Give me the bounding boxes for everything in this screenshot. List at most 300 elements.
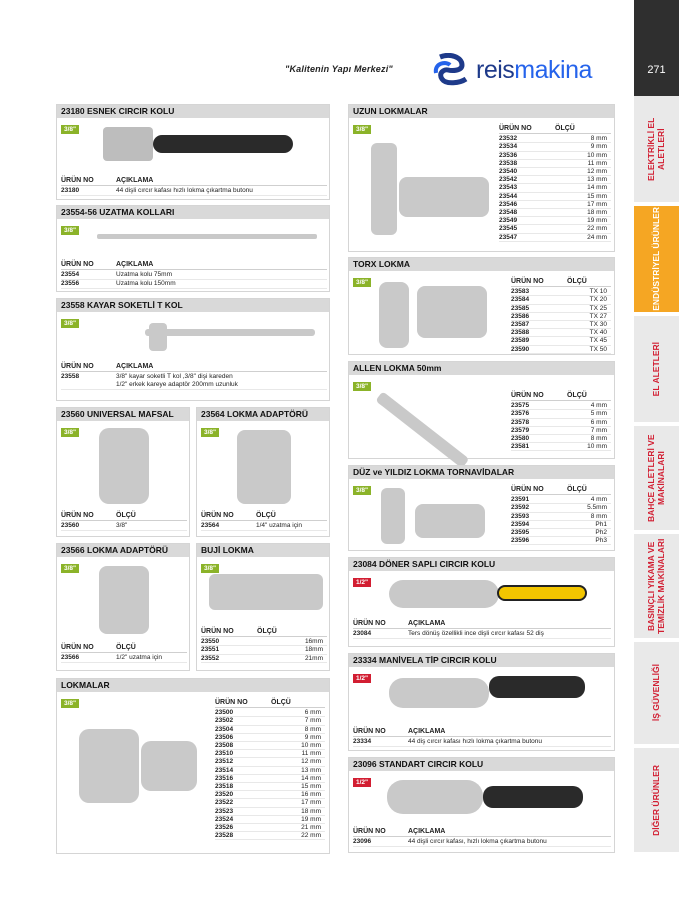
table-row [215,799,325,807]
section-title: 23560 UNIVERSAL MAFSAL [57,408,189,421]
table-row [511,410,611,418]
section-23180 [56,104,330,200]
product-number: 23522 [215,799,234,807]
side-tab-label: İŞ GÜVENLİĞİ [651,664,662,722]
table-row [511,496,611,504]
col-value-header: AÇIKLAMA [408,828,446,835]
product-number: 23544 [499,192,518,200]
product-value: 18 mm [587,209,607,217]
product-value: 8 mm [590,435,607,443]
table-row [511,504,611,512]
side-tab-4[interactable] [634,534,679,640]
size-badge: 3/8" [61,428,79,437]
product-value: 18mm [304,646,323,654]
product-value: 21 mm [301,824,321,832]
page-number: 271 [634,0,679,96]
section-23084 [348,557,615,647]
product-value: 6 mm [590,418,607,426]
table-header [353,728,611,737]
product-number: 23576 [511,410,530,418]
section-title: 23334 MANİVELA TİP CIRCIR KOLU [349,654,614,667]
product-value: 7 mm [304,717,321,725]
product-number: 23502 [215,717,234,725]
product-value: 16 mm [301,791,321,799]
product-value: 22 mm [301,832,321,840]
product-number: 23508 [215,742,234,750]
product-value: 9 mm [590,143,607,151]
product-number: 23588 [511,329,530,337]
product-number: 23587 [511,321,530,329]
product-number: 23595 [511,529,530,537]
universal-joint-image [99,428,149,504]
side-tab-1[interactable] [634,206,679,314]
side-tab-0[interactable] [634,96,679,204]
product-number: 23585 [511,304,530,312]
product-number: 23096 [353,838,372,845]
side-tab-label: EL ALETLERİ [651,341,662,397]
product-number: 23084 [353,630,372,637]
product-value: 14 mm [301,774,321,782]
table-row [215,775,325,783]
product-number: 23564 [201,522,220,529]
product-value: 17 mm [587,200,607,208]
product-number: 23578 [511,418,530,426]
side-tab-label: BAHÇE ALETLERİ VE MAKİNALARI [646,434,667,522]
section-23554 [56,205,330,292]
product-value: 17 mm [301,799,321,807]
product-value: 14 mm [587,184,607,192]
product-table [353,620,611,639]
product-number: 23334 [353,738,372,745]
table-header [499,125,611,134]
table-row [61,280,327,289]
product-number: 23590 [511,345,530,353]
table-header [61,363,327,372]
ratchet-handle-image [153,135,293,153]
product-value: Uzatma kolu 150mm [116,280,176,287]
col-no-header: ÜRÜN NO [215,699,248,706]
table-header [61,177,327,186]
table-header [511,278,611,287]
product-number: 23580 [511,435,530,443]
section-title: 23558 KAYAR SOKETLİ T KOL [57,299,329,312]
product-value: 15 mm [301,783,321,791]
product-value: 5.5mm [587,504,607,512]
product-number: 23583 [511,288,530,296]
product-value: TX 50 [589,345,607,353]
col-no-header: ÜRÜN NO [353,620,386,627]
brand-name: reismakina [476,55,592,84]
table-row [499,168,611,176]
col-value-header: ÖLÇÜ [567,392,587,399]
product-value: 10 mm [587,151,607,159]
header-slogan: "Kalitenin Yapı Merkezi" [285,64,393,74]
table-header [353,620,611,629]
product-table [353,728,611,747]
product-number: 23512 [215,758,234,766]
product-value: 11 mm [587,159,607,167]
section-23564 [196,407,330,537]
section-title: TORX LOKMA [349,258,614,271]
size-badge: 3/8" [353,486,371,495]
table-row [499,225,611,233]
col-value-header: ÖLÇÜ [116,512,136,519]
table-row [499,143,611,151]
product-number: 23514 [215,766,234,774]
product-number: 23552 [201,654,220,662]
product-value: 24 mm [587,233,607,241]
size-badge: 3/8" [61,226,79,235]
product-value: 13 mm [587,176,607,184]
table-row [511,419,611,427]
size-badge: 3/8" [353,125,371,134]
table-row [215,808,325,816]
table-row [511,521,611,529]
table-row [201,646,327,654]
section-title: 23566 LOKMA ADAPTÖRÜ [57,544,189,557]
table-row [215,734,325,742]
size-table [499,125,611,242]
table-row [215,750,325,758]
table-row [61,271,327,280]
col-no-header: ÜRÜN NO [499,125,532,132]
section-title: 23096 STANDART CIRCIR KOLU [349,758,614,771]
section-title: ALLEN LOKMA 50mm [349,362,614,375]
col-value-header: AÇIKLAMA [408,620,446,627]
product-number: 23545 [499,225,518,233]
section-title: LOKMALAR [57,679,329,692]
side-tab-label: BASINÇLI YIKAMA VE TEMİZLİK MAKİNALARI [646,538,667,634]
section-torx [348,257,615,355]
size-badge: 3/8" [353,278,371,287]
product-value: 19 mm [301,815,321,823]
product-value: Ph2 [595,529,607,537]
size-badge: 3/8" [201,428,219,437]
size-table [201,628,327,663]
section-buji [196,543,330,671]
ratchet-handle-image [489,676,585,698]
section-title: UZUN LOKMALAR [349,105,614,118]
product-number: 23549 [499,217,518,225]
product-number: 23538 [499,159,518,167]
table-row [215,791,325,799]
product-table [61,177,327,196]
product-value: 8 mm [590,512,607,520]
product-number: 23506 [215,733,234,741]
size-badge: 3/8" [61,699,79,708]
col-value-header: ÖLÇÜ [567,278,587,285]
logo-mark-icon [432,53,470,87]
size-badge: 3/8" [61,564,79,573]
table-row [511,402,611,410]
product-number: 23532 [499,135,518,143]
col-no-header: ÜRÜN NO [353,828,386,835]
table-row [215,726,325,734]
product-number: 23526 [215,824,234,832]
allen-socket-image [375,391,469,468]
table-row [511,321,611,329]
product-table [201,512,327,531]
size-badge: 1/2" [353,674,371,683]
section-23096 [348,757,615,853]
col-value-header: ÖLÇÜ [271,699,291,706]
col-no-header: ÜRÜN NO [61,644,94,651]
section-duz [348,465,615,551]
product-number: 23594 [511,520,530,528]
deep-socket-image [399,177,489,217]
table-row [499,217,611,225]
size-badge: 1/2" [353,778,371,787]
product-number: 23518 [215,783,234,791]
col-value-header: AÇIKLAMA [116,261,154,268]
table-row [511,427,611,435]
col-value-header: ÖLÇÜ [116,644,136,651]
socket-adapter-image [237,430,291,504]
torx-socket-image [379,282,409,348]
table-row [215,816,325,824]
table-row [201,655,327,663]
table-row [499,176,611,184]
product-value: 7 mm [590,426,607,434]
product-number: 23542 [499,176,518,184]
side-tab-3[interactable] [634,426,679,532]
product-value: Ters dönüş özellikli ince dişli cırcır kafası 52 diş [408,630,544,637]
ratchet-head-image [389,678,489,708]
product-value: 4 mm [590,496,607,504]
col-value-header: AÇIKLAMA [116,177,154,184]
size-table [511,392,611,451]
side-tab-label: ELEKTRİKLİ EL ALETLERİ [646,117,667,181]
ratchet-handle-image [497,585,587,601]
col-no-header: ÜRÜN NO [201,628,234,635]
col-no-header: ÜRÜN NO [61,261,94,268]
table-row [511,435,611,443]
size-badge: 3/8" [201,564,219,573]
ratchet-head-image [389,580,499,608]
product-number: 23593 [511,512,530,520]
product-value: 3/8" [116,522,128,529]
product-value: Ph3 [595,537,607,545]
product-number: 23536 [499,151,518,159]
side-tab-5[interactable] [634,642,679,746]
col-value-header: ÖLÇÜ [567,486,587,493]
product-number: 23584 [511,296,530,304]
table-row [61,654,187,663]
product-value: 44 diş cırcır kafası hızlı lokma çıkartma butonu [408,738,543,745]
table-row [511,305,611,313]
socket-large-image [79,729,139,803]
table-row [499,160,611,168]
product-number: 23523 [215,807,234,815]
size-badge: 3/8" [353,382,371,391]
product-number: 23551 [201,646,220,654]
product-value: 8 mm [590,135,607,143]
product-number: 23540 [499,168,518,176]
product-value: Uzatma kolu 75mm [116,271,172,278]
col-no-header: ÜRÜN NO [511,392,544,399]
section-title: 23180 ESNEK CIRCIR KOLU [57,105,329,118]
table-row [215,758,325,766]
product-value: 3/8" kayar soketli T kol ,3/8" dişi kareden 1/2" erkek kareye adaptör 200mm uzunluk [116,373,238,388]
socket-adapter-image [99,566,149,634]
product-number: 23566 [61,654,80,661]
product-value: Ph1 [595,520,607,528]
product-number: 23534 [499,143,518,151]
col-no-header: ÜRÜN NO [511,278,544,285]
product-number: 23543 [499,184,518,192]
product-number: 23180 [61,187,80,194]
table-row [511,443,611,451]
table-row [511,529,611,537]
col-value-header: ÖLÇÜ [555,125,575,132]
product-number: 23524 [215,815,234,823]
product-value: 9 mm [304,733,321,741]
ratchet-head-image [103,127,153,161]
deep-socket-image [371,143,397,235]
table-row [215,717,325,725]
section-title: 23084 DÖNER SAPLI CIRCIR KOLU [349,558,614,571]
col-no-header: ÜRÜN NO [61,363,94,370]
side-tab-2[interactable] [634,316,679,424]
product-value: 12 mm [587,168,607,176]
product-number: 23500 [215,709,234,717]
table-header [61,644,187,653]
product-number: 23579 [511,426,530,434]
product-value: TX 45 [589,337,607,345]
product-value: 8 mm [304,725,321,733]
product-number: 23554 [61,271,80,278]
col-value-header: ÖLÇÜ [256,512,276,519]
section-23334 [348,653,615,751]
product-number: 23547 [499,233,518,241]
section-title: BUJİ LOKMA [197,544,329,557]
product-value: 16mm [304,638,323,646]
table-row [215,783,325,791]
product-value: 21mm [304,654,323,662]
table-row [499,184,611,192]
section-title: 23564 LOKMA ADAPTÖRÜ [197,408,329,421]
product-number: 23546 [499,200,518,208]
table-row [353,838,611,847]
product-number: 23575 [511,402,530,410]
product-number: 23556 [61,280,80,287]
side-tab-label: DİĞER ÜRÜNLER [651,764,662,836]
table-row [201,522,327,531]
product-number: 23516 [215,774,234,782]
product-value: TX 40 [589,329,607,337]
col-no-header: ÜRÜN NO [353,728,386,735]
table-row [511,513,611,521]
size-badge: 3/8" [61,125,79,134]
product-number: 23586 [511,312,530,320]
product-value: 1/4" uzatma için [256,522,303,529]
product-table [353,828,611,847]
table-row [61,187,327,196]
socket-small-image [141,741,197,791]
screwdriver-socket-image [381,488,405,544]
table-row [511,313,611,321]
product-number: 23596 [511,537,530,545]
table-row [511,537,611,545]
product-value: TX 30 [589,321,607,329]
product-number: 23589 [511,337,530,345]
table-header [511,392,611,401]
brand-logo[interactable] [432,52,632,88]
product-value: 4 mm [590,402,607,410]
product-number: 23558 [61,373,80,380]
product-number: 23591 [511,496,530,504]
torx-socket-image [417,286,487,338]
section-uzun [348,104,615,252]
table-header [353,828,611,837]
table-row [215,767,325,775]
table-row [215,709,325,717]
product-table [61,644,187,663]
product-value: 6 mm [304,709,321,717]
section-23566 [56,543,190,671]
product-number: 23592 [511,504,530,512]
table-header [201,628,327,637]
table-row [499,193,611,201]
section-title: 23554-56 UZATMA KOLLARI [57,206,329,219]
table-row [201,638,327,646]
table-row [61,522,187,531]
product-table [61,512,187,531]
product-value: TX 25 [589,304,607,312]
screwdriver-socket-image [415,504,485,538]
table-row [353,738,611,747]
product-value: 10 mm [587,443,607,451]
product-number: 23520 [215,791,234,799]
product-number: 23548 [499,209,518,217]
section-23558 [56,298,330,401]
table-row [499,234,611,242]
size-table [511,486,611,545]
product-value: 44 dişli cırcır kafası hızlı lokma çıkartma butonu [116,187,253,194]
table-row [215,742,325,750]
ratchet-head-image [387,780,483,814]
product-value: 5 mm [590,410,607,418]
product-number: 23581 [511,443,530,451]
col-value-header: ÖLÇÜ [257,628,277,635]
section-23560 [56,407,190,537]
product-value: 18 mm [301,807,321,815]
product-value: 11 mm [301,750,321,758]
product-value: TX 20 [589,296,607,304]
col-value-header: AÇIKLAMA [408,728,446,735]
spark-plug-socket-image [209,574,323,610]
section-title: DÜZ ve YILDIZ LOKMA TORNAVİDALAR [349,466,614,479]
product-value: TX 10 [589,288,607,296]
col-no-header: ÜRÜN NO [511,486,544,493]
table-header [61,261,327,270]
size-table [511,278,611,354]
size-badge: 3/8" [61,319,79,328]
table-header [61,512,187,521]
side-tab-6[interactable] [634,748,679,854]
product-value: 22 mm [587,225,607,233]
col-value-header: AÇIKLAMA [116,363,154,370]
size-badge: 1/2" [353,578,371,587]
product-number: 23504 [215,725,234,733]
table-row [511,346,611,354]
col-no-header: ÜRÜN NO [61,177,94,184]
ratchet-handle-image [483,786,583,808]
table-row [511,296,611,304]
col-no-header: ÜRÜN NO [201,512,234,519]
product-value: 15 mm [587,192,607,200]
table-row [499,135,611,143]
